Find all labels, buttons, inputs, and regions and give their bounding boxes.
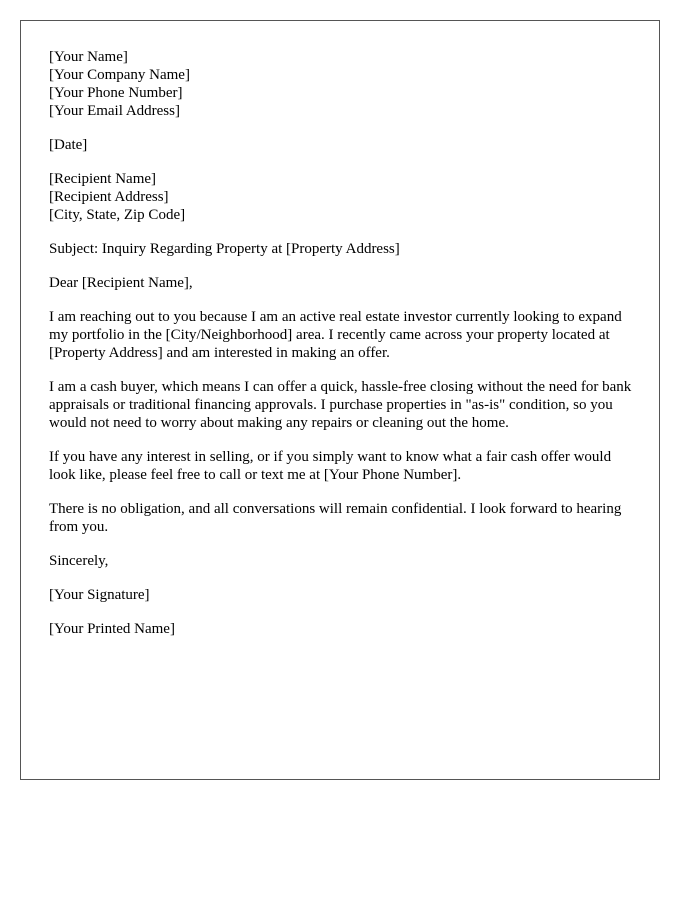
sender-name: [Your Name] — [49, 49, 128, 65]
body-paragraph-2: I am a cash buyer, which means I can offer a quick, hassle-free closing without the need for bank appraisals or traditional financing approvals. I purchase properties in "as-is" condition, so you would not need to worry about making any repairs or cleaning out the home. — [49, 379, 632, 431]
signature-placeholder: [Your Signature] — [49, 587, 150, 603]
recipient-city-state-zip: [City, State, Zip Code] — [49, 207, 186, 223]
recipient-address: [Recipient Address] — [49, 189, 169, 205]
salutation: Dear [Recipient Name], — [49, 275, 193, 291]
letter-page — [20, 20, 660, 780]
recipient-name: [Recipient Name] — [49, 171, 157, 187]
printed-name: [Your Printed Name] — [49, 621, 175, 637]
closing: Sincerely, — [49, 553, 109, 569]
date-block — [49, 136, 639, 154]
body-paragraph-4: There is no obligation, and all conversations will remain confidential. I look forward to hearing from you. — [49, 501, 622, 535]
letter-date: [Date] — [49, 137, 88, 153]
sender-block — [49, 48, 639, 120]
letter-content — [49, 48, 639, 654]
sender-phone: [Your Phone Number] — [49, 85, 183, 101]
body-paragraph-3: If you have any interest in selling, or if you simply want to know what a fair cash offer would look like, please feel free to call or text me at [Your Phone Number]. — [49, 449, 612, 483]
subject-line: Subject: Inquiry Regarding Property at [Property Address] — [49, 241, 400, 257]
sender-company: [Your Company Name] — [49, 67, 190, 83]
recipient-block — [49, 170, 639, 224]
sender-email: [Your Email Address] — [49, 103, 180, 119]
body-paragraph-1: I am reaching out to you because I am an active real estate investor currently looking to expand my portfolio in the [City/Neighborhood] area. I recently came across your property located at [Property Address] and am interested in making an offer. — [49, 309, 622, 361]
